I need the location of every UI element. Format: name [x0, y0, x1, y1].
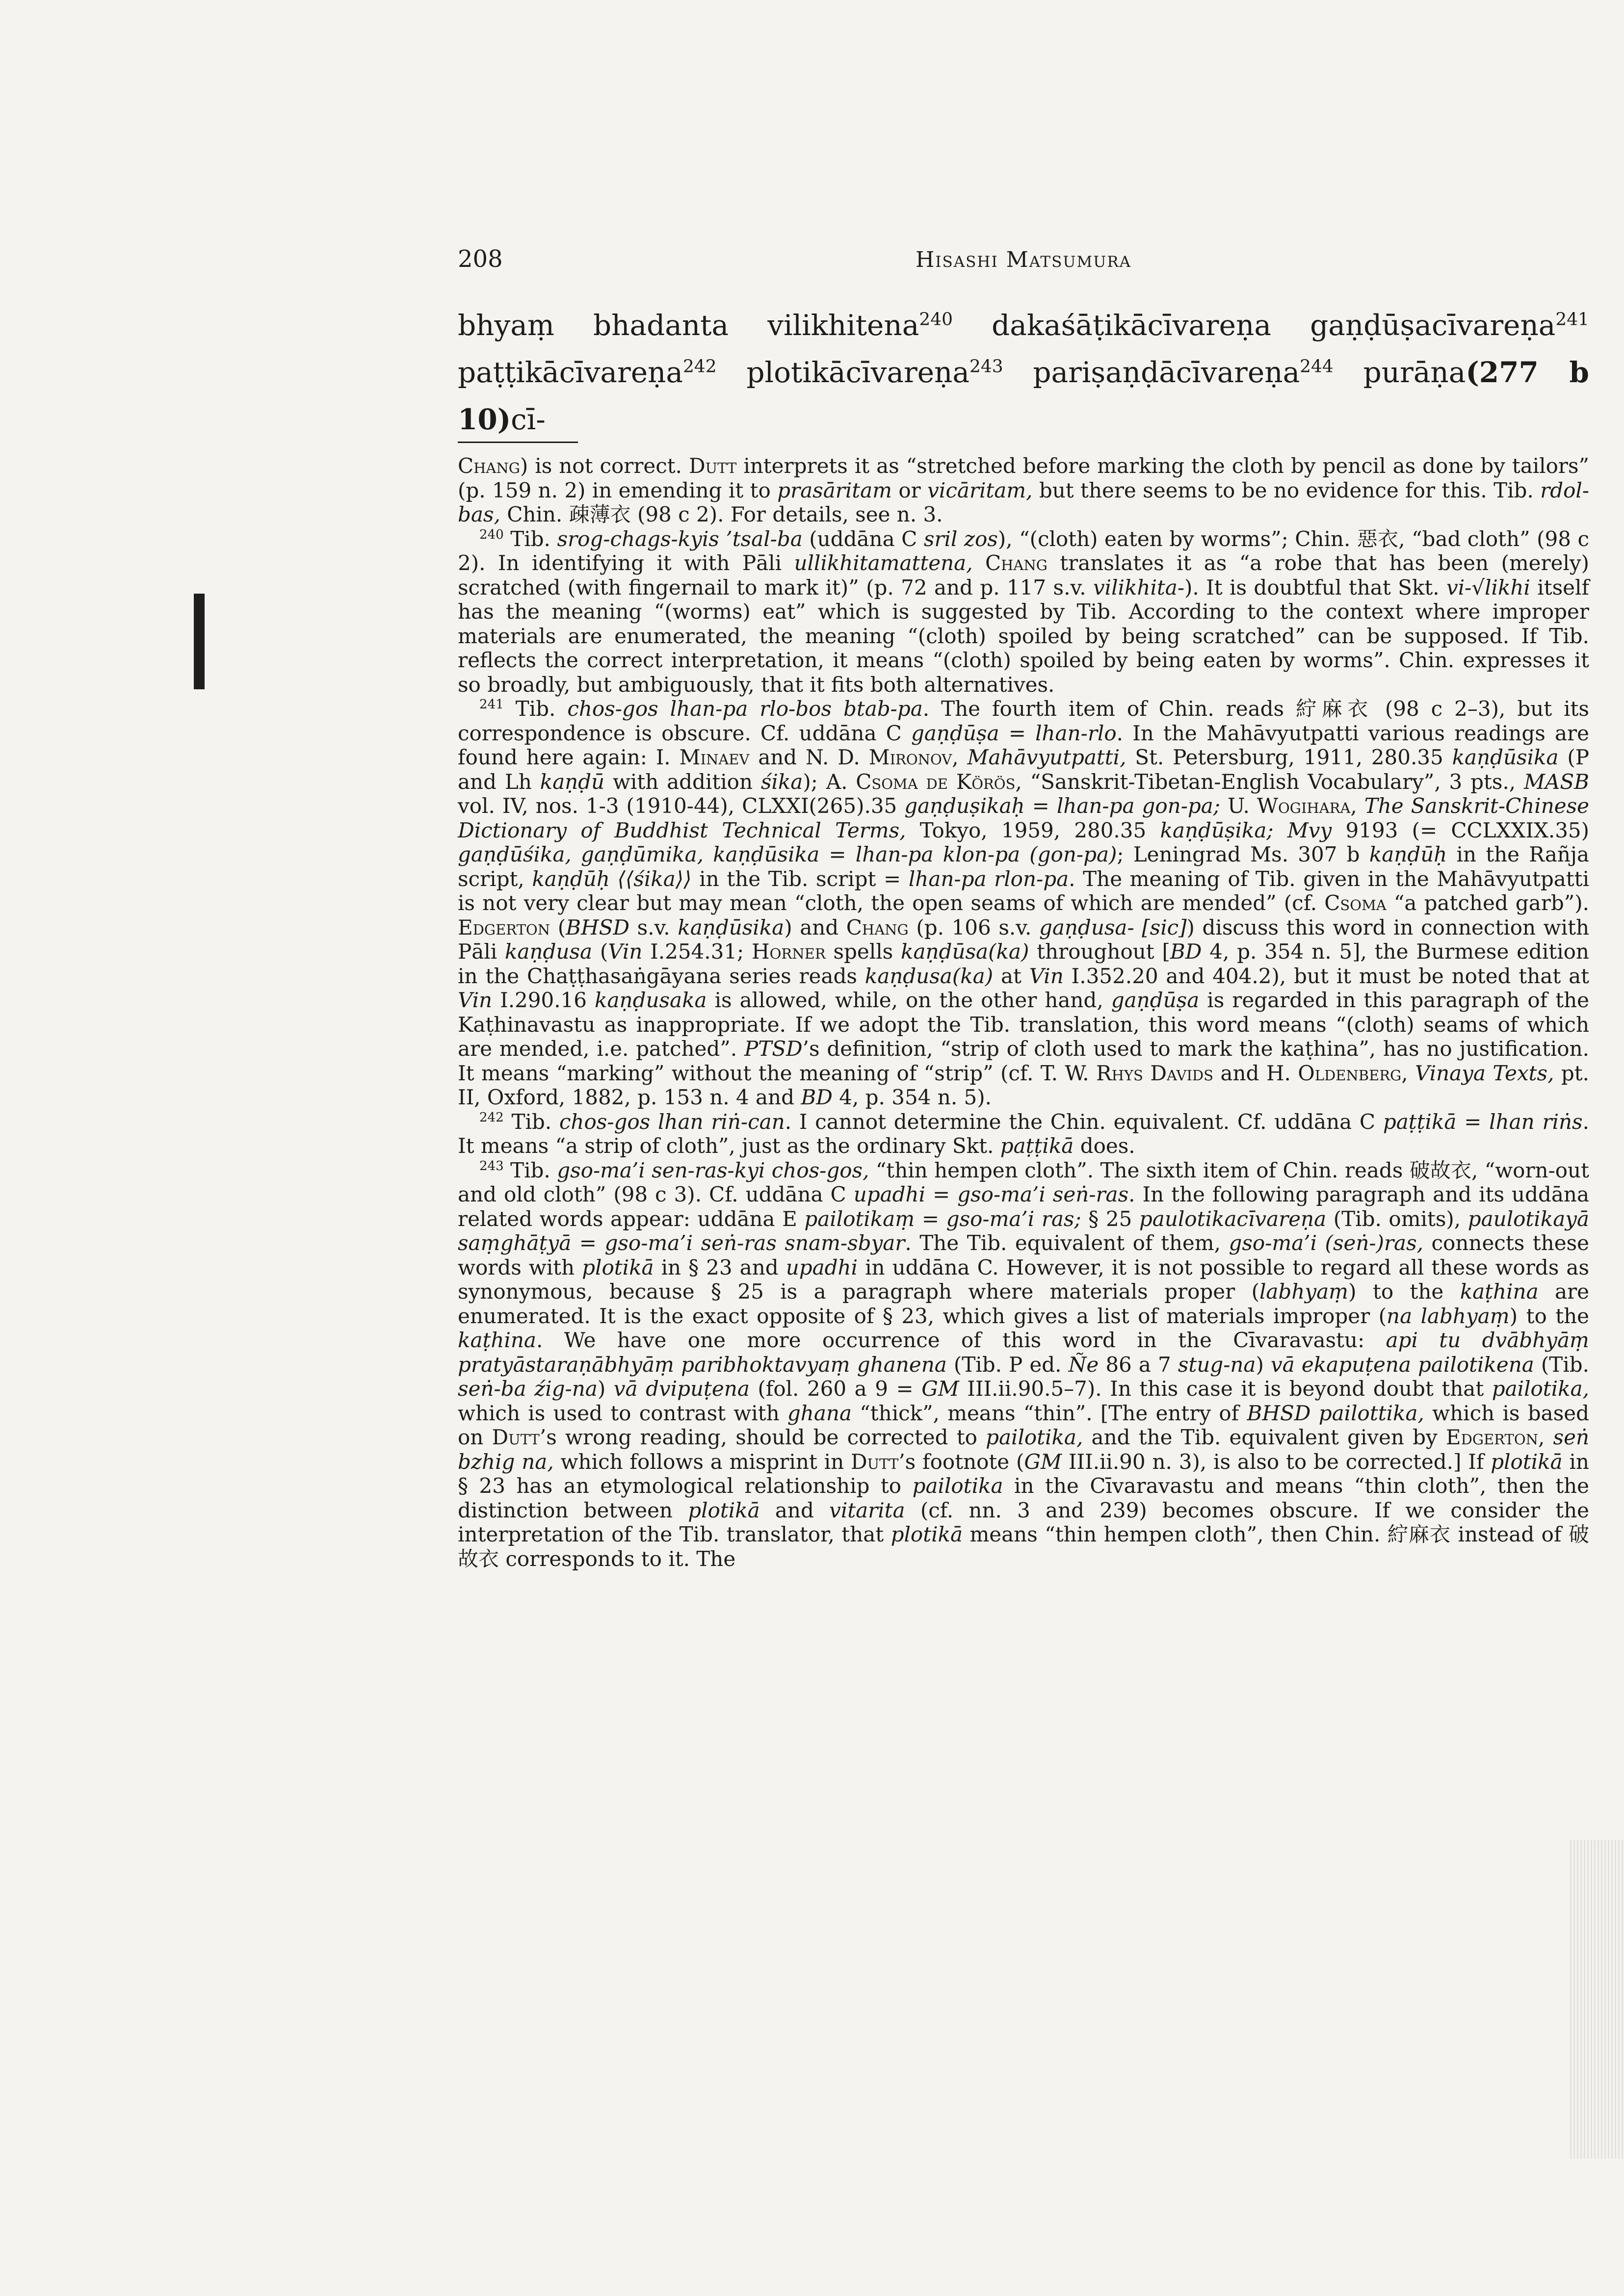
author-name: Oldenberg [1298, 1061, 1402, 1085]
term-italic: prasāritam [777, 478, 892, 502]
footnote-text: in § 23 has an etymological relationship to [458, 1449, 1589, 1498]
term-italic: pailotikaṃ = gso-ma’i ras; [804, 1206, 1081, 1231]
footnote-text: in uddāna C. However, it is not possible to regard all these words as synonymous, because § 25 is a paragraph where materials proper ( [458, 1255, 1590, 1304]
footnote-text: (P and Lh [458, 745, 1589, 794]
term-italic: Ñe [1068, 1352, 1099, 1377]
footnote-text: at [993, 964, 1029, 988]
chinese-term: 惡衣 [1357, 526, 1399, 551]
footnote-text: interprets it as “stretched before marking the cloth by pencil as done by tailors” (p. 159 n. 2) in emending it to [458, 454, 1589, 502]
author-name: Dutt [850, 1449, 899, 1474]
term-italic: api tu dvābhyāṃ pratyāstaraṇābhyāṃ paribhoktavyaṃ ghanena [458, 1328, 1590, 1377]
term-italic: PTSD [744, 1037, 803, 1061]
page-header [458, 245, 1589, 285]
term-italic: srog-chags-kyis ’tsal-ba [557, 526, 803, 551]
term-italic: gaṇḍuṣikaḥ = lhan-pa gon-pa; [904, 794, 1220, 818]
footnote-text: ( [550, 915, 566, 939]
footnote-text: . It means “a strip of cloth”, just as the ordinary Skt. [458, 1109, 1589, 1158]
main-text-segment: cī- [511, 403, 546, 436]
footnote-separator-rule [458, 442, 578, 443]
footnote-text: Tokyo, 1959, 280.35 [906, 818, 1160, 842]
footnote-text: (uddāna C [802, 526, 924, 551]
term-italic: lhan-pa rlon-pa [908, 866, 1069, 891]
term-italic: kaṇḍusa [504, 939, 593, 964]
footnote-text: I.352.20 and 404.2), but it must be noted that at [1063, 964, 1590, 988]
footnote-text: (Tib. P ed. [946, 1352, 1069, 1377]
footnote-text: , [952, 745, 968, 769]
footnote-text: U. [1220, 794, 1257, 818]
footnote-text: with addition [604, 769, 761, 794]
footnote-text: ) discuss this word in connection with Pāli [458, 915, 1589, 964]
footnote-text [973, 551, 985, 575]
footnote-text: , [1538, 1425, 1553, 1449]
footnote-241 [458, 697, 1589, 1110]
term-italic: Vin [458, 988, 493, 1012]
footnote-text: ’s footnote ( [898, 1449, 1024, 1474]
footnote-240 [458, 527, 1589, 697]
term-italic: chos-gos lhan-pa rlo-bos btab-pa [567, 697, 923, 721]
term-italic: paulotikayā saṃghāṭyā = gso-ma’i seṅ-ras snam-sbyar [458, 1206, 1589, 1255]
footnote-text: (cf. nn. 3 and 239) becomes obscure. If we consider the interpretation of the Tib. translator, that [458, 1498, 1589, 1546]
footnote-text: ) to the [1348, 1279, 1460, 1304]
author-name: Edgerton [1445, 1425, 1538, 1449]
author-name: Mironov [868, 745, 952, 769]
main-text-segment: paṭṭikācīvareṇa [458, 356, 683, 389]
term-italic: upadhi [786, 1255, 858, 1279]
term-italic: plotikā [891, 1522, 963, 1546]
folio-reference: (277 b 10) [458, 356, 1589, 436]
margin-bar-mark [194, 594, 205, 689]
term-italic: kaṇḍūsa(ka) [901, 939, 1029, 964]
footnote-number: 240 [479, 527, 504, 542]
footnote-text: is regarded in this paragraph of the Kaṭhinavastu as inappropriate. If we adopt the Tib. translation, this word means “(cloth) seams of which are mended, i.e. patched”. [458, 988, 1589, 1061]
footnote-text: does. [1074, 1134, 1135, 1158]
term-italic: seṅ bzhig na, [458, 1425, 1589, 1474]
term-italic: The Sanskrit-Chinese Dictionary of Buddhist Technical Terms, [458, 794, 1590, 842]
footnote-text: ) [1256, 1352, 1271, 1377]
footnote-text: . The meaning of Tib. given in the Mahāvyutpatti is not very clear but may mean “cloth, the open seams of which are mended” (cf. [458, 866, 1589, 915]
term-italic: BHSD pailottika, [1247, 1401, 1424, 1425]
term-italic: vā ekapuṭena pailotikena [1270, 1352, 1534, 1377]
footnote-text: (p. 106 s.v. [908, 915, 1039, 939]
footnote-text: corresponds to it. The [499, 1546, 736, 1571]
chinese-term: 紵麻衣 [1296, 697, 1373, 721]
term-italic: BD [801, 1085, 833, 1109]
term-italic: sril zos [923, 526, 998, 551]
term-italic: seṅ-ba źig-na [458, 1377, 598, 1401]
term-italic: lhan-rlo [1035, 721, 1117, 745]
term-italic: kaṭhina [458, 1328, 536, 1352]
main-text-segment: purāṇa [1333, 356, 1466, 389]
main-text-segment: bhyaṃ bhadanta vilikhitena [458, 309, 919, 342]
running-head: Hisashi Matsumura [915, 247, 1132, 272]
footnote-text: which is based on [458, 1401, 1589, 1449]
footnote-text: throughout [ [1029, 939, 1170, 964]
footnote-text: Tib. [503, 1158, 557, 1182]
footnote-text: in the Tib. script = [691, 866, 909, 891]
footnote-number: 242 [479, 1110, 504, 1125]
term-italic: Vinaya Texts, [1415, 1061, 1554, 1085]
term-italic: plotikā [1491, 1449, 1563, 1474]
term-italic: BHSD [566, 915, 630, 939]
author-name: Chang [985, 551, 1048, 575]
footnote-text: . In the following paragraph and its uddāna related words appear: uddāna E [458, 1182, 1589, 1231]
term-italic: gaṇḍūṣa [1111, 988, 1200, 1012]
footnote-text: but there seems to be no evidence for this. Tib. [1032, 478, 1541, 502]
footnote-text: ’s wrong reading, should be corrected to [539, 1425, 986, 1449]
term-italic: stug-na [1178, 1352, 1256, 1377]
footnote-text: ); A. [803, 769, 856, 794]
term-italic: kaṇḍūṣika; [1160, 818, 1274, 842]
term-italic: paṭṭikā [1000, 1134, 1074, 1158]
author-name: Csoma [1324, 891, 1387, 915]
footnote-text: 4, p. 354 n. 5], the Burmese edition in the Chaṭṭhasaṅgāyana series reads [458, 939, 1589, 988]
term-italic: kaṇḍū [540, 769, 605, 794]
author-name: Chang [846, 915, 909, 939]
footnote-marker: 240 [919, 309, 953, 330]
footnote-text: (Tib. omits), [1326, 1206, 1468, 1231]
footnote-text: (98 c 2). For details, see n. 3. [630, 502, 943, 526]
footnote-text: (Tib. [1534, 1352, 1589, 1377]
page-number: 208 [458, 245, 503, 273]
footnote-text: in § 23 and [654, 1255, 786, 1279]
term-italic: kaṇḍusa(ka) [864, 964, 994, 988]
author-name: Minaev [679, 745, 750, 769]
term-italic: rdol-bas, [458, 478, 1590, 526]
footnote-text: III.ii.90 n. 3), is also to be corrected.] If [1061, 1449, 1491, 1474]
term-italic: vicāritam, [927, 478, 1033, 502]
term-italic: MASB [1524, 769, 1589, 794]
term-italic: pailotika, [986, 1425, 1083, 1449]
term-italic: gso-ma’i sen-ras-kyi chos-gos, [557, 1158, 869, 1182]
term-italic: pailotika [912, 1474, 1003, 1498]
footnote-text: and H. [1213, 1061, 1298, 1085]
footnote-text: ) is not correct. [520, 454, 689, 478]
footnote-242 [458, 1110, 1589, 1158]
term-italic: Vin [608, 939, 643, 964]
footnote-text: spells [825, 939, 901, 964]
footnote-text: in the Cīvaravastu and means “thin cloth”, then the distinction between [458, 1474, 1589, 1522]
footnote-marker: 243 [969, 356, 1003, 377]
footnote-text: or [892, 478, 928, 502]
footnote-marker: 241 [1555, 309, 1589, 330]
footnote-text: itself has the meaning “(worms) eat” which is suggested by Tib. According to the context where improper materials are enumerated, the meaning “(cloth) spoiled by being scratched” can be supposed. If Tib. reflects the correct interpretation, it means “(cloth) spoiled by being eaten by worms”. Chin. expresses it so broadly, but ambiguously, that it fits both alternatives. [458, 575, 1589, 697]
footnote-text: ’s definition, “strip of cloth used to mark the kaṭhina”, has no justification. It means “marking” without the meaning of “strip” (cf. T. W. [458, 1037, 1589, 1085]
footnote-text: Tib. [503, 1109, 559, 1134]
term-italic: plotikā [582, 1255, 654, 1279]
main-text-segment: pariṣaṇḍācīvareṇa [1003, 356, 1300, 389]
footnote-text: ; Leningrad Ms. 307 b [1117, 842, 1369, 866]
chinese-term: 紵麻衣 [1387, 1522, 1451, 1546]
footnote-text: means “thin hempen cloth”, then Chin. [963, 1522, 1388, 1546]
footnote-text: , [1401, 1061, 1415, 1085]
footnote-text: 9193 (= CCLXXIX.35) [1332, 818, 1590, 842]
footnote-text: Chin. [500, 502, 569, 526]
term-italic: plotikā [688, 1498, 760, 1522]
footnote-text: , “bad cloth” (98 c 2). In identifying it with Pāli [458, 526, 1589, 575]
footnote-243 [458, 1158, 1589, 1571]
scan-edge-shading [1570, 1840, 1624, 2159]
footnotes [458, 454, 1589, 1571]
footnote-text: § 25 [1081, 1206, 1139, 1231]
footnote-text: , [1350, 794, 1364, 818]
main-text-segment: dakaśāṭikācīvareṇa gaṇḍūṣacīvareṇa [952, 309, 1556, 342]
chinese-term: 疎薄衣 [569, 502, 631, 526]
footnote-text: , “worn-out and old cloth” (98 c 3). Cf. uddāna C [458, 1158, 1589, 1206]
footnote-text: and N. D. [749, 745, 869, 769]
term-italic: vā dvipuṭena [613, 1377, 750, 1401]
footnote-text: ). It is doubtful that Skt. [1184, 575, 1446, 600]
footnote-marker: 244 [1300, 356, 1334, 377]
footnote-text: (fol. 260 a 9 = [749, 1377, 922, 1401]
term-italic: GM [921, 1377, 959, 1401]
term-italic: gso-ma’i (seṅ-)ras, [1229, 1231, 1424, 1255]
footnote-text: I.254.31; [642, 939, 752, 964]
term-italic: chos-gos lhan riṅ-can [559, 1109, 785, 1134]
footnote-text: pt. II, Oxford, 1882, p. 153 n. 4 and [458, 1061, 1589, 1109]
footnote-text: Tib. [503, 697, 568, 721]
footnote-text: which is used to contrast with [458, 1401, 787, 1425]
term-italic: gaṇḍūṣa [911, 721, 999, 745]
chinese-term: 破故衣 [1409, 1158, 1471, 1182]
term-italic: Vin [1029, 964, 1064, 988]
footnote-text: vol. IV, nos. 1-3 (1910-44), CLXXI(265).35 [458, 794, 905, 818]
footnote-continuation [458, 454, 1589, 527]
term-italic: kaṇḍūḥ [1369, 842, 1447, 866]
main-text-segment: plotikācīvareṇa [716, 356, 969, 389]
footnote-text: (98 c 2–3), but its correspondence is obscure. Cf. uddāna C [458, 697, 1589, 745]
footnote-text: instead of [1451, 1522, 1569, 1546]
footnote-text: s.v. [629, 915, 678, 939]
term-italic: kaṇḍūsika [678, 915, 785, 939]
footnote-number: 241 [479, 697, 504, 712]
term-italic: vi-√likhi [1446, 575, 1530, 600]
footnote-text: ) and [784, 915, 846, 939]
term-italic: ghana [787, 1401, 852, 1425]
term-italic: Mahāvyutpatti, [967, 745, 1126, 769]
footnote-text: . The Tib. equivalent of them, [905, 1231, 1229, 1255]
term-italic: ullikhitamattena, [794, 551, 973, 575]
footnote-text: is allowed, while, on the other hand, [707, 988, 1111, 1012]
footnote-text: = [999, 721, 1036, 745]
footnote-text: connects these words with [458, 1231, 1589, 1279]
author-name: Horner [752, 939, 826, 964]
footnote-text: ) [597, 1377, 614, 1401]
term-italic: gaṇḍusa- [sic] [1039, 915, 1187, 939]
author-name: Dutt [689, 454, 737, 478]
footnote-number: 243 [479, 1158, 504, 1174]
footnote-text: . The fourth item of Chin. reads [922, 697, 1296, 721]
author-name: Chang [458, 454, 520, 478]
footnote-text [1274, 818, 1287, 842]
footnote-text: . In the Mahāvyutpatti various readings are found here again: I. [458, 721, 1589, 769]
author-name: Wogihara [1257, 794, 1351, 818]
footnote-text: 4, p. 354 n. 5). [832, 1085, 992, 1109]
footnote-text: “thin hempen cloth”. The sixth item of Chin. reads [869, 1158, 1410, 1182]
footnote-text: “thick”, means “thin”. [The entry of [852, 1401, 1247, 1425]
footnote-text: I.290.16 [492, 988, 595, 1012]
footnote-text: translates it as “a robe that has been (merely) scratched (with fingernail to mark it)” (p. 72 and p. 117 s.v. [458, 551, 1590, 600]
term-italic: paulotikacīvareṇa [1139, 1206, 1327, 1231]
term-italic: paṭṭikā = lhan riṅs [1383, 1109, 1583, 1134]
footnote-text: and [760, 1498, 830, 1522]
term-italic: kaṇḍūsika [1452, 745, 1559, 769]
term-italic: Mvy [1287, 818, 1332, 842]
term-italic: GM [1024, 1449, 1062, 1474]
main-text [458, 302, 1589, 443]
footnote-text: Tib. [503, 526, 557, 551]
author-name: Edgerton [458, 915, 550, 939]
footnote-marker: 242 [682, 356, 717, 377]
footnote-text: and the Tib. equivalent given by [1083, 1425, 1446, 1449]
footnote-text: “a patched garb”). [1386, 891, 1590, 915]
term-italic: vitarita [829, 1498, 905, 1522]
footnote-text: III.ii.90.5–7). In this case it is beyond doubt that [959, 1377, 1492, 1401]
footnote-text: ) to the [1509, 1304, 1589, 1328]
term-italic: vilikhita- [1093, 575, 1185, 600]
footnote-text: . I cannot determine the Chin. equivalent. Cf. uddāna C [785, 1109, 1383, 1134]
footnote-text: ), “(cloth) eaten by worms”; Chin. [997, 526, 1357, 551]
footnote-text: , “Sanskrit-Tibetan-English Vocabulary”, 3 pts., [1015, 769, 1524, 794]
footnote-text: in the Rañja script, [458, 842, 1589, 891]
author-name: Dutt [492, 1425, 540, 1449]
footnote-text: ( [592, 939, 608, 964]
chinese-term: 破故衣 [458, 1522, 1589, 1571]
term-italic: BD [1170, 939, 1202, 964]
author-name: Csoma de Körös [856, 769, 1016, 794]
term-italic: kaṇḍusaka [595, 988, 707, 1012]
footnote-text: St. Petersburg, 1911, 280.35 [1126, 745, 1452, 769]
term-italic: upadhi = gso-ma’i seṅ-ras [853, 1182, 1129, 1206]
footnote-text: . We have one more occurrence of this word in the Cīvaravastu: [536, 1328, 1386, 1352]
term-italic: kaṇḍūḥ ⟨⟨śika⟩⟩ [532, 866, 692, 891]
term-italic: pailotika, [1492, 1377, 1589, 1401]
term-italic: śika [760, 769, 803, 794]
author-name: Rhys Davids [1096, 1061, 1214, 1085]
footnote-text: 86 a 7 [1099, 1352, 1178, 1377]
term-italic: labhyaṃ [1259, 1279, 1349, 1304]
term-italic: kaṭhina [1460, 1279, 1539, 1304]
term-italic: na labhyaṃ [1387, 1304, 1510, 1328]
footnote-text: which follows a misprint in [553, 1449, 851, 1474]
footnote-text: are enumerated. It is the exact opposite of § 23, which gives a list of materials improper ( [458, 1279, 1590, 1328]
term-italic: gaṇḍūśika, gaṇḍūmika, kaṇḍūsika = lhan-pa klon-pa (gon-pa) [458, 842, 1117, 866]
